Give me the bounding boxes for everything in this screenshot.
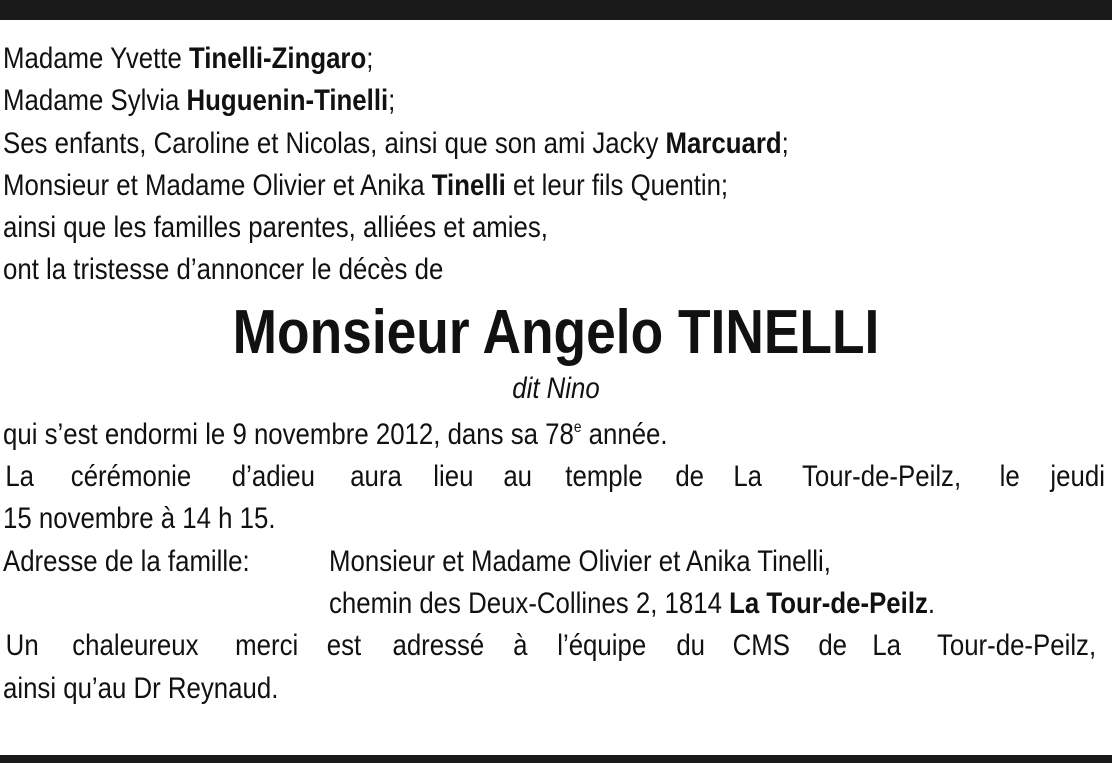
- thanks-end-line: ainsi qu’au Dr Reynaud.: [3, 671, 279, 705]
- announcement-line: ont la tristesse d’annoncer le décès de: [3, 253, 444, 287]
- family-line-1: Madame Yvette Tinelli-Zingaro;: [3, 42, 374, 75]
- thanks-word: à: [513, 629, 528, 663]
- deceased-nickname: dit Nino: [512, 371, 600, 405]
- thanks-word: est: [326, 629, 362, 663]
- ceremony-word: au: [503, 460, 533, 494]
- thanks-word: Tour-de-Peilz,: [936, 629, 1097, 663]
- family-line-4: Monsieur et Madame Olivier et Anika Tinelli et leur fils Quentin;: [3, 168, 729, 202]
- deceased-name: Monsieur Angelo TINELLI: [232, 297, 880, 367]
- ceremony-word: La: [5, 460, 35, 494]
- thanks-word: de: [817, 629, 847, 663]
- top-rule: [0, 0, 1112, 20]
- ceremony-word: le: [999, 460, 1020, 494]
- address-line-2: chemin des Deux-Collines 2, 1814 La Tour-de-Peilz.: [329, 586, 936, 620]
- obituary-notice: [3, 38, 1109, 710]
- ceremony-word: La: [733, 460, 762, 494]
- ceremony-word: jeudi: [1049, 460, 1105, 494]
- ceremony-line: [3, 456, 1109, 498]
- family-line-2: Madame Sylvia Huguenin-Tinelli;: [3, 84, 396, 118]
- thanks-word: chaleureux: [72, 629, 199, 663]
- bottom-rule: [0, 755, 1112, 763]
- ceremony-word: d’adieu: [231, 460, 315, 494]
- thanks-word: adressé: [392, 629, 484, 663]
- death-date-line: qui s’est endormi le 9 novembre 2012, dans sa 78e année.: [3, 417, 668, 451]
- thanks-word: l’équipe: [556, 629, 646, 663]
- ceremony-word: lieu: [433, 460, 474, 494]
- thanks-word: CMS: [732, 629, 791, 663]
- address-label: Adresse de la famille:: [3, 544, 250, 578]
- address-row-2: [3, 583, 1109, 625]
- address-line-1: Monsieur et Madame Olivier et Anika Tinelli,: [329, 544, 831, 578]
- ceremony-word: temple: [565, 460, 643, 494]
- thanks-line: [3, 625, 1109, 667]
- address-row-1: [3, 541, 1109, 583]
- thanks-word: du: [676, 629, 705, 663]
- family-line-3: Ses enfants, Caroline et Nicolas, ainsi que son ami Jacky Marcuard;: [3, 126, 789, 160]
- ceremony-date-line: 15 novembre à 14 h 15.: [3, 502, 276, 536]
- thanks-word: La: [872, 629, 901, 663]
- thanks-word: Un: [5, 629, 39, 663]
- ceremony-word: Tour-de-Peilz,: [801, 460, 961, 494]
- ceremony-word: de: [675, 460, 705, 494]
- ceremony-word: aura: [350, 460, 402, 494]
- thanks-word: merci: [234, 629, 298, 663]
- family-line-5: ainsi que les familles parentes, alliées et amies,: [3, 211, 548, 245]
- ceremony-word: cérémonie: [70, 460, 191, 494]
